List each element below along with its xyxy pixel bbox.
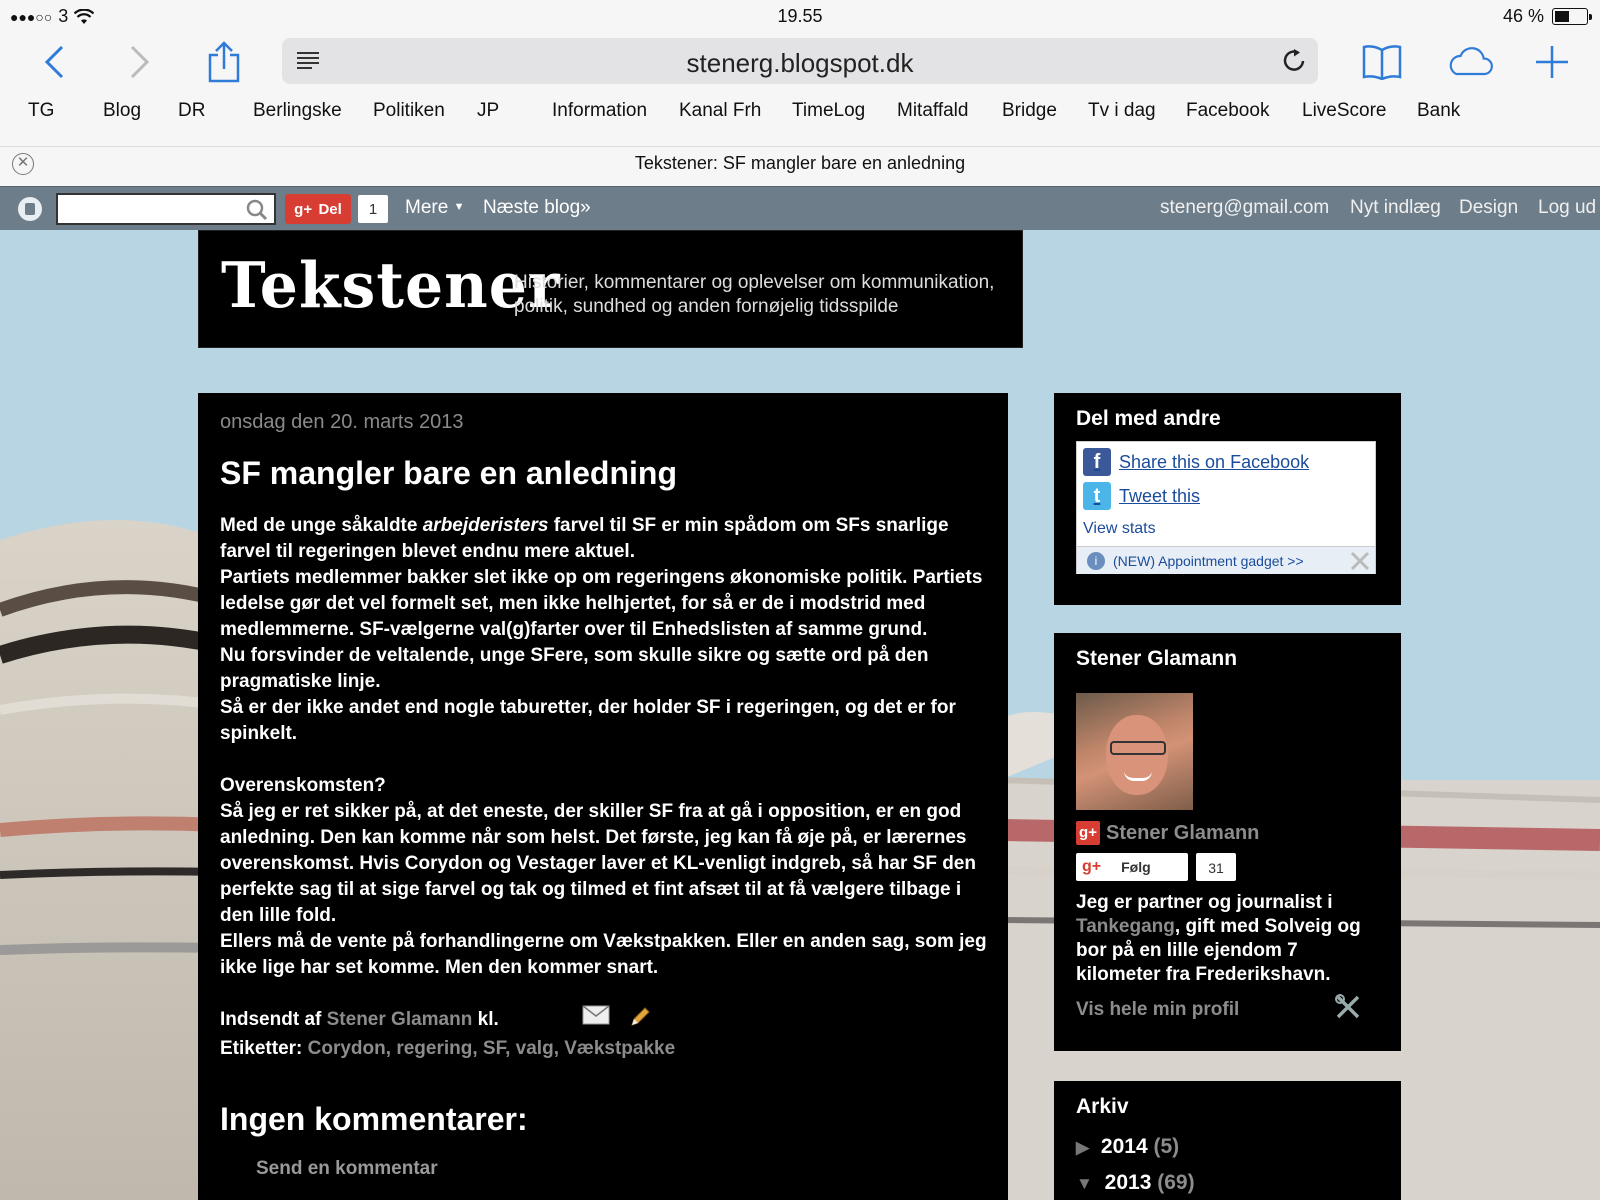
- tankegang-link[interactable]: Tankegang: [1076, 916, 1175, 937]
- tweet-label: Tweet this: [1119, 485, 1201, 506]
- collapse-arrow-icon[interactable]: ▼: [1076, 1174, 1093, 1193]
- label-link[interactable]: valg: [515, 1038, 554, 1059]
- cloud-icon: [1446, 44, 1494, 80]
- next-blog-link[interactable]: Næste blog»: [483, 197, 591, 218]
- url-text: stenerg.blogspot.dk: [686, 48, 914, 78]
- widget-title: Stener Glamann: [1076, 647, 1238, 670]
- bookmark-item[interactable]: Blog: [103, 100, 142, 121]
- reload-icon[interactable]: [1280, 47, 1308, 75]
- label-link[interactable]: Vækstpakke: [564, 1038, 676, 1059]
- edit-pencil-icon[interactable]: [628, 1005, 652, 1029]
- share-count: 1: [358, 195, 388, 223]
- twitter-icon: t: [1083, 482, 1111, 510]
- blog-description: Historier, kommentarer og oplevelser om kommunikation, politik, sundhed og anden fornøjelig tidsspilde: [514, 272, 995, 317]
- gplus-profile-name: Stener Glamann: [1106, 821, 1260, 844]
- address-bar[interactable]: [282, 38, 1318, 84]
- bookmark-item[interactable]: TimeLog: [792, 100, 866, 121]
- blog-logo[interactable]: Tekstener: [221, 249, 561, 323]
- paragraph-text: farvel til SF er min spådom om SFs snarlige farvel til regeringen blevet endnu mere aktuel.: [220, 515, 949, 562]
- paragraph: [220, 513, 990, 565]
- tools-icon[interactable]: [1349, 550, 1371, 572]
- archive-year-label[interactable]: 2014: [1100, 1135, 1148, 1158]
- view-full-profile-link[interactable]: Vis hele min profil: [1076, 999, 1240, 1020]
- post-date: onsdag den 20. marts 2013: [220, 411, 464, 433]
- post-subheading: Overenskomsten?: [220, 775, 386, 796]
- label-link[interactable]: SF: [482, 1038, 506, 1059]
- signal-strength-icon: ●●●○○: [10, 8, 53, 25]
- archive-widget-box: [1054, 1081, 1401, 1200]
- post-footer: [220, 1005, 675, 1063]
- bookmark-item[interactable]: JP: [477, 100, 500, 121]
- widget-title: Del med andre: [1076, 407, 1221, 430]
- profile-widget-box: [1054, 633, 1401, 1051]
- bookmark-item[interactable]: Bridge: [1002, 100, 1057, 121]
- back-button[interactable]: [30, 38, 78, 86]
- bookmarks-bar: [0, 92, 1600, 130]
- clock: 19.55: [777, 6, 823, 26]
- paragraph: Så jeg er ret sikker på, at det eneste, der skiller SF fra at gå i opposition, er en god anledning. Den kan komme når som helst. Det første, jeg kan få øje på, er lærernes overenskomst. Hvis Corydon og Vestager laver et KL-venligt indgreb, så har SF den perfekte sag til at sige farvel og tak og tilmed et fint afsæt til at få vælgere tilbage i den lille fold.: [220, 801, 976, 926]
- blogger-navbar: [0, 186, 1600, 230]
- gplus-icon: g+: [294, 200, 313, 218]
- plus-icon: [1534, 44, 1570, 80]
- archive-count: (69): [1157, 1171, 1195, 1194]
- bookmark-item[interactable]: TG: [28, 100, 55, 121]
- share-button[interactable]: [200, 38, 248, 86]
- expand-arrow-icon[interactable]: ▶: [1076, 1138, 1090, 1157]
- bookmark-item[interactable]: Mitaffald: [897, 100, 969, 121]
- cloud-tabs-button[interactable]: [1446, 38, 1494, 86]
- tweet-link[interactable]: [1083, 482, 1200, 510]
- gplus-icon: g+: [1076, 821, 1100, 845]
- bookmark-item[interactable]: Tv i dag: [1088, 100, 1156, 121]
- appointment-gadget-link[interactable]: [1077, 546, 1375, 574]
- carrier-label: 3: [58, 6, 69, 26]
- logout-link[interactable]: Log ud: [1538, 197, 1597, 218]
- battery-percent: 46 %: [1502, 6, 1544, 26]
- bookmark-item[interactable]: Kanal Frh: [679, 100, 762, 121]
- bookmark-item[interactable]: Berlingske: [253, 100, 342, 121]
- paragraph: Partiets medlemmer bakker slet ikke op om regeringens økonomiske politik. Partiets ledelse gør det vel formelt set, men ikke helhjertet, for så er de i modstrid med medlemmerne. SF-vælgerne val(g)farter over til Enhedslisten af samme grund.: [220, 567, 983, 640]
- post-byline: [220, 1005, 675, 1034]
- paragraph: Nu forsvinder de veltalende, unge SFere, som skulle sikre og sætte ord på den pragmatiske linje.: [220, 645, 929, 692]
- forward-button[interactable]: [116, 38, 164, 86]
- tab-title: Tekstener: SF mangler bare en anledning: [634, 153, 966, 173]
- gplus-share-button[interactable]: [285, 194, 351, 224]
- profile-bio: [1076, 891, 1376, 987]
- tab-title-bar: [0, 146, 1600, 186]
- posted-by-label: Indsendt af: [220, 1009, 322, 1030]
- bookmark-item[interactable]: DR: [178, 100, 206, 121]
- paragraph: Ellers må de vente på forhandlingerne om Vækstpakken. Eller en anden sag, som jeg ikke lige har set komme. Men den kommer snart.: [220, 931, 987, 978]
- send-comment-link[interactable]: Send en kommentar: [256, 1158, 438, 1179]
- paragraph: Så er der ikke andet end nogle taburetter, der holder SF i regeringen, og det er for spinkelt.: [220, 697, 956, 744]
- bookmark-item[interactable]: Facebook: [1186, 100, 1270, 121]
- tools-icon[interactable]: [1334, 993, 1362, 1021]
- labels-label: Etiketter:: [220, 1038, 303, 1059]
- chevron-left-icon: [42, 44, 66, 80]
- new-tab-button[interactable]: [1528, 38, 1576, 86]
- blog-page: [0, 230, 1600, 1200]
- bio-text: , gift med Solveig og bor på en lille ejendom 7 kilometer fra Frederikshavn.: [1076, 916, 1361, 985]
- time-label: kl.: [477, 1009, 499, 1030]
- info-icon: i: [1087, 552, 1105, 570]
- gplus-profile-link[interactable]: [1076, 821, 1259, 845]
- book-icon: [1361, 44, 1403, 80]
- appointment-gadget-label: (NEW) Appointment gadget >>: [1113, 553, 1304, 569]
- gplus-icon: g+: [1082, 858, 1102, 875]
- bookmark-item[interactable]: LiveScore: [1302, 100, 1387, 121]
- blog-header: [198, 230, 1023, 348]
- share-widget-box: [1054, 393, 1401, 605]
- account-email[interactable]: stenerg@gmail.com: [1160, 197, 1330, 218]
- more-label: Mere: [405, 197, 449, 218]
- close-tab-icon[interactable]: ✕: [12, 153, 34, 175]
- profile-photo[interactable]: [1076, 693, 1193, 810]
- post-labels: Etiketter: Corydon, regering, SF, valg, Vækstpakke: [220, 1038, 676, 1059]
- share-widget: [1076, 441, 1376, 574]
- search-input[interactable]: [56, 193, 276, 225]
- archive-year-item[interactable]: [1076, 1135, 1179, 1159]
- label-link[interactable]: regering: [396, 1038, 473, 1059]
- post-title: SF mangler bare en anledning: [220, 455, 677, 491]
- browser-toolbar: [0, 32, 1600, 92]
- new-post-link[interactable]: Nyt indlæg: [1350, 197, 1441, 218]
- battery-icon: [1552, 8, 1588, 25]
- caret-down-icon: ▼: [453, 201, 465, 213]
- paragraph-text: Med de unge såkaldte: [220, 515, 423, 536]
- emphasis-text: arbejderisters: [422, 515, 549, 536]
- search-icon[interactable]: [246, 199, 268, 221]
- archive-year-item[interactable]: [1076, 1171, 1195, 1195]
- status-bar: [0, 0, 1600, 32]
- view-stats-link[interactable]: View stats: [1083, 520, 1156, 537]
- blog-post: [198, 393, 1008, 1200]
- follow-button[interactable]: [1076, 853, 1188, 881]
- author-link[interactable]: Stener Glamann: [326, 1009, 473, 1030]
- archive-count: (5): [1153, 1135, 1180, 1158]
- more-menu[interactable]: [405, 197, 464, 219]
- gplus-share-label: Del: [318, 200, 342, 218]
- bookmark-item[interactable]: Information: [552, 100, 648, 121]
- label-link[interactable]: Corydon: [307, 1038, 386, 1059]
- share-facebook-label: Share this on Facebook: [1119, 451, 1310, 472]
- bio-text: Jeg er partner og journalist i: [1076, 892, 1333, 913]
- design-link[interactable]: Design: [1459, 197, 1519, 218]
- email-post-icon[interactable]: [582, 1005, 610, 1025]
- bookmarks-button[interactable]: [1358, 38, 1406, 86]
- follow-label: Følg: [1121, 859, 1151, 875]
- follower-count: 31: [1196, 853, 1236, 881]
- blogger-logo-icon[interactable]: [18, 197, 42, 221]
- share-icon: [207, 41, 241, 83]
- bookmark-item[interactable]: Bank: [1417, 100, 1461, 121]
- facebook-icon: f: [1083, 448, 1111, 476]
- post-body: [220, 513, 990, 981]
- share-facebook-link[interactable]: [1083, 448, 1309, 476]
- archive-year-label[interactable]: 2013: [1104, 1171, 1152, 1194]
- bookmark-item[interactable]: Politiken: [373, 100, 445, 121]
- widget-title: Arkiv: [1076, 1095, 1129, 1118]
- comments-heading: Ingen kommentarer:: [220, 1101, 528, 1137]
- chevron-right-icon: [128, 44, 152, 80]
